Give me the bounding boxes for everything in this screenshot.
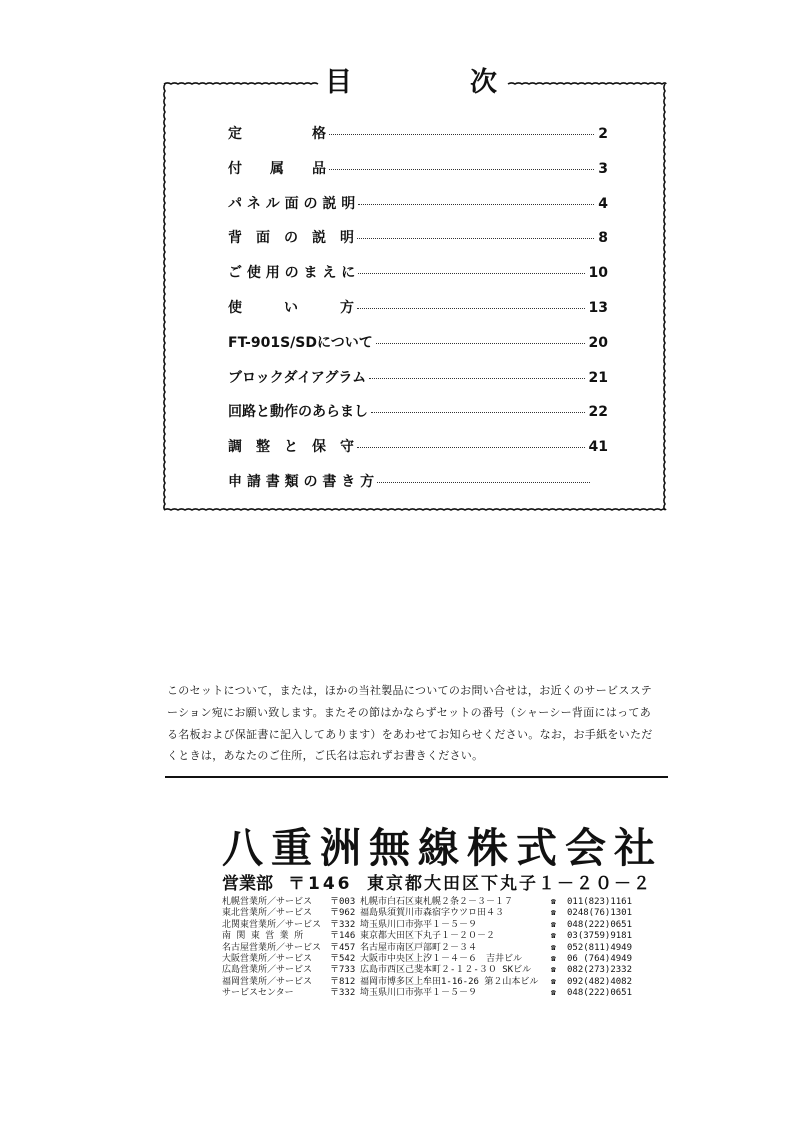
office-phone: 092(482)4082 [567, 976, 633, 987]
office-address: 福島県須賀川市森宿字ウツロ田４３ [360, 908, 505, 919]
toc-dot-leader [329, 169, 594, 170]
telephone-icon: ☎ [551, 988, 556, 998]
toc-item-page: 8 [598, 230, 608, 247]
telephone-icon: ☎ [551, 931, 556, 941]
toc-dot-leader [371, 412, 585, 413]
telephone-icon: ☎ [551, 897, 556, 906]
frame-wavy-line [164, 83, 318, 84]
office-name: 札幌営業所／サービス [222, 897, 313, 907]
toc-dot-leader [377, 482, 590, 483]
office-address: 埼玉県川口市弥平１－５－９ [360, 988, 478, 999]
office-phone: 048(222)0651 [567, 988, 633, 999]
office-address: 福岡市博多区上牟田1-16-26 第２山本ビル [360, 976, 539, 987]
toc-item [228, 124, 608, 144]
toc-title-char-2: 次 [470, 67, 497, 98]
toc-dot-leader [369, 378, 585, 379]
office-postal-code: 〒332 [330, 919, 356, 930]
toc-item [228, 437, 608, 457]
frame-wavy-line [508, 83, 666, 84]
telephone-icon: ☎ [551, 976, 556, 986]
office-row [222, 953, 632, 965]
toc-item [228, 472, 608, 492]
toc-title-char-1: 目 [325, 67, 352, 98]
office-address: 広島市西区己斐本町２-１２-３０ SKビル [360, 965, 532, 976]
toc-dot-leader [329, 134, 594, 135]
office-postal-code: 〒457 [330, 942, 356, 953]
toc-item-label: 背 面 の 説 明 [228, 230, 354, 247]
notice-line: くときは，あなたのご住所，ご氏名は忘れずお書きください。 [167, 749, 484, 762]
office-phone: 03(3759)9181 [567, 931, 633, 942]
office-phone: 011(823)1161 [567, 897, 633, 907]
toc-item-label: FT-901S/SDについて [228, 334, 373, 351]
office-row [222, 896, 632, 908]
telephone-icon: ☎ [551, 965, 556, 975]
toc-item-page: 13 [588, 300, 608, 316]
office-name: 北関東営業所／サービス [222, 919, 322, 930]
frame-wavy-line [164, 509, 666, 510]
office-name: 東北営業所／サービス [222, 908, 313, 919]
toc-item [228, 159, 608, 179]
toc-item-page: 22 [588, 404, 608, 421]
telephone-icon: ☎ [551, 919, 556, 929]
office-postal-code: 〒332 [330, 988, 356, 999]
office-phone: 052(811)4949 [567, 942, 633, 953]
office-postal-code: 〒146 [330, 931, 356, 942]
office-address: 札幌市白石区東札幌２条２－３－１７ [360, 897, 514, 907]
toc-dot-leader [376, 343, 585, 344]
toc-item-label: ブロックダイアグラム [228, 369, 367, 386]
toc-item [228, 333, 608, 353]
toc-item-label: 付 属 品 [228, 160, 326, 177]
office-postal-code: 〒962 [330, 908, 356, 919]
toc-item-page: 3 [598, 160, 608, 177]
office-name: 福岡営業所／サービス [222, 976, 313, 987]
notice-line: このセットについて，または，ほかの当社製品についてのお問い合せは，お近くのサービスステ [167, 684, 653, 697]
hq-postal-code: 〒146 [288, 874, 353, 894]
toc-dot-leader [357, 447, 585, 448]
office-row [222, 964, 632, 976]
telephone-icon: ☎ [551, 954, 556, 963]
divider-rule [165, 776, 668, 778]
office-name: サービスセンター [222, 988, 294, 999]
office-row [222, 987, 632, 999]
toc-dot-leader [358, 204, 594, 205]
office-row [222, 930, 632, 942]
toc-item-page: 20 [588, 334, 608, 351]
toc-item [228, 368, 608, 388]
notice-line: る名板および保証書に記入してあります）をあわせてお知らせください。なお，お手紙をいただ [167, 728, 653, 741]
office-name: 大阪営業所／サービス [222, 954, 313, 964]
office-row [222, 907, 632, 919]
office-row [222, 919, 632, 931]
office-name: 南 関 東 営 業 所 [222, 931, 304, 942]
toc-item [228, 228, 608, 248]
toc-item [228, 298, 608, 318]
toc-dot-leader [357, 308, 585, 309]
telephone-icon: ☎ [551, 908, 556, 918]
frame-wavy-line [164, 84, 165, 510]
toc-item-label: 定 格 [228, 126, 326, 142]
toc-item-page: 41 [588, 439, 608, 456]
office-phone: 0248(76)1301 [567, 908, 633, 919]
toc-item [228, 194, 608, 214]
office-address: 埼玉県川口市弥平１－５－９ [360, 919, 478, 930]
notice-line: ーション宛にお願い致します。またその節はかならずセットの番号（シャーシー背面にはってあ [167, 706, 652, 719]
toc-item-label: ご 使 用 の ま え に [228, 265, 356, 282]
toc-item-label: パ ネ ル 面 の 説 明 [228, 195, 356, 212]
toc-item-label: 申 請 書 類 の 書 き 方 [228, 474, 375, 490]
toc-dot-leader [357, 238, 594, 239]
office-phone: 082(273)2332 [567, 965, 633, 976]
toc-item-page: 10 [588, 265, 608, 282]
office-address: 名古屋市南区戸部町２－３４ [360, 942, 478, 953]
office-postal-code: 〒812 [330, 976, 356, 987]
office-name: 広島営業所／サービス [222, 965, 313, 976]
office-postal-code: 〒542 [330, 954, 356, 964]
hq-department: 営業部 [222, 874, 273, 894]
office-name: 名古屋営業所／サービス [222, 942, 322, 953]
toc-item-label: 使 い 方 [228, 300, 354, 316]
office-row [222, 976, 632, 988]
hq-address: 東京都大田区下丸子１－２０－２ [367, 874, 652, 894]
company-name: 八重洲無線株式会社 [222, 824, 663, 872]
office-address: 東京都大田区下丸子１－２０－２ [360, 931, 496, 942]
toc-item-label: 調 整 と 保 守 [228, 439, 354, 456]
toc-item-page: 4 [598, 195, 608, 212]
toc-item [228, 263, 608, 283]
office-address: 大阪市中央区上汐１－４－６ 吉井ビル [360, 954, 523, 964]
office-row [222, 942, 632, 954]
toc-dot-leader [358, 273, 585, 274]
toc-item-page: 2 [598, 126, 608, 142]
toc-item [228, 402, 608, 422]
toc-item-label: 回路と動作のあらまし [228, 404, 368, 421]
office-postal-code: 〒733 [330, 965, 356, 976]
office-phone: 048(222)0651 [567, 919, 633, 930]
frame-wavy-line [664, 84, 665, 510]
telephone-icon: ☎ [551, 942, 556, 952]
office-postal-code: 〒003 [330, 897, 356, 907]
toc-item-page: 21 [588, 369, 608, 386]
office-phone: 06 (764)4949 [567, 954, 633, 964]
